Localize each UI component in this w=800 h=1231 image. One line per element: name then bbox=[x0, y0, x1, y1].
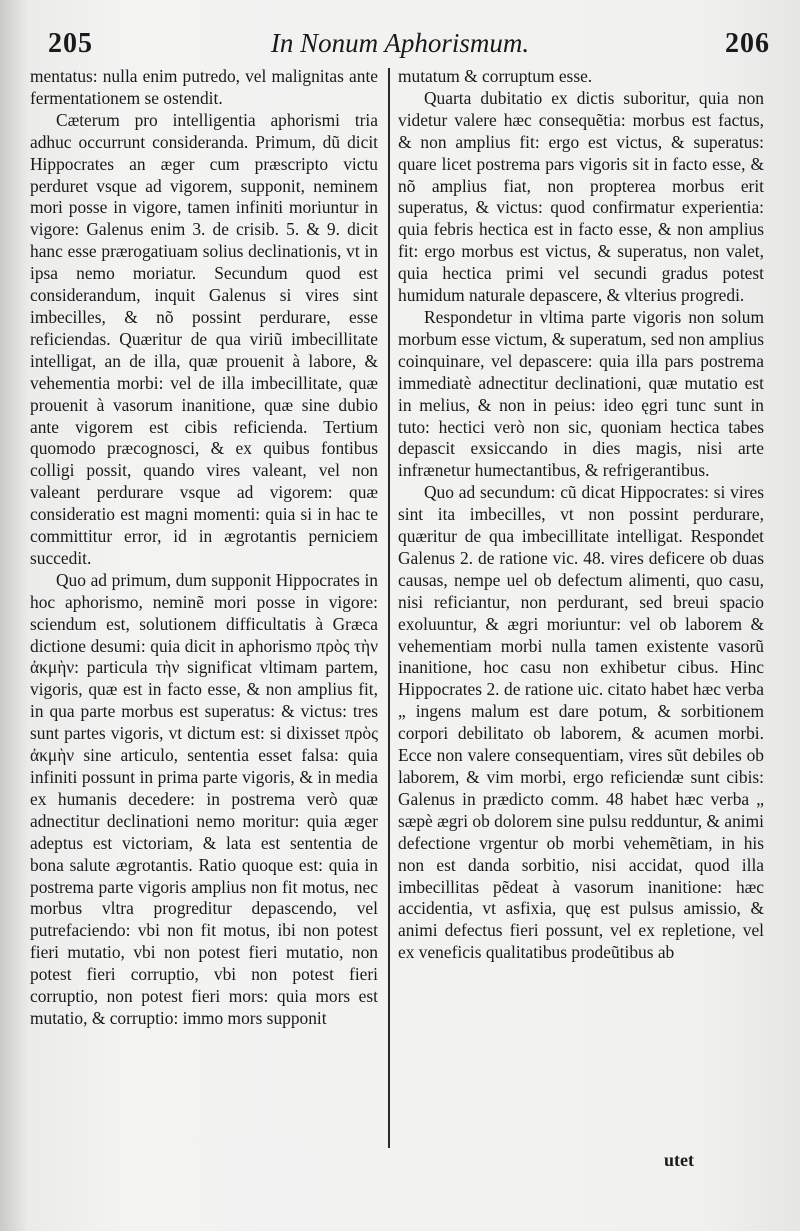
catchword: utet bbox=[664, 1150, 694, 1170]
paragraph: Quo ad primum, dum supponit Hippocrates in hoc aphorismo, neminẽ mori posse in vigore: sciendum est, solutionem difficultatis à Græca dictione desumi: quia dicit in aphorismo πρὸς τὴν ἀκμὴν: particula τὴν significat vltimam partem, vigoris, quæ est in facto esse, & non amplius fit, in qua parte morbus est superatus: & victus: tres sunt partes vigoris, vt dictum est: si dixisset πρὸς ἀκμὴν sine articulo, sententia esset falsa: quia infiniti possunt in prima parte vigoris, & in media ex humanis decedere: in postrema verò quæ adnectitur declinationi nemo moritur: quia æger adeptus est victoriam, & lata est sententia de bona salute ægrotantis. Ratio quoque est: quia in postrema parte vigoris amplius non fit motus, nec morbus vltra progreditur depascendo, vel putrefaciendo: vbi non fit motus, ibi non potest fieri mutatio, vbi non potest fieri mutatio, non potest fieri corruptio, vbi non potest fieri corruptio, non potest fieri mors: quia mors est mutatio, & corruptio: immo mors supponit bbox=[30, 569, 378, 1028]
paragraph: Respondetur in vltima parte vigoris non solum morbum esse victum, & superatum, sed non amplius coinquinare, vel depascere: quia illa pars postrema immediatè adnectitur declinationi, quæ mutatio est in melius, & non in peius: ideo ęgri tunc sunt in tuto: hectici verò non sic, quoniam hectica tabes depascit exsiccando in dies magis, nisi arte infrænetur humectantibus, & refrigerantibus. bbox=[398, 306, 764, 481]
paragraph: mentatus: nulla enim putredo, vel malignitas ante fermentationem se ostendit. bbox=[30, 66, 378, 108]
paragraph: Quarta dubitatio ex dictis suboritur, quia non videtur valere hæc consequẽtia: morbus est factus, & non amplius fit: ergo est victus, & superatus: quare licet postrema pars vigoris sit in facto esse, & nõ amplius fiat, non propterea morbus erit superatus, & victus: quod confirmatur experientia: quia febris hectica est in facto esse, & non amplius fit: ergo morbus est victus, & superatus, non valet, quia hectica primi vel secundi gradus potest humidum naturale depascere, & vlterius progredi. bbox=[398, 87, 764, 306]
column-divider bbox=[388, 68, 390, 1148]
page-header bbox=[0, 22, 800, 66]
running-title: In Nonum Aphorismum. bbox=[270, 28, 530, 58]
page-number-left: 205 bbox=[48, 28, 93, 59]
right-column bbox=[398, 66, 764, 964]
left-column bbox=[30, 66, 378, 1030]
page-number-right: 206 bbox=[725, 28, 770, 59]
paragraph: Cæterum pro intelligentia aphorismi tria adhuc occurrunt consideranda. Primum, dũ dicit Hippocrates an æger cum præscripto victu perduret vsque ad vigorem, supponit, neminem mori posse in vigore, tamen infiniti moriuntur in vigore: Galenus enim 3. de crisib. 5. & 9. dicit hanc esse prærogatiuam solius declinationis, vt in ipsa nemo moriatur. Secundum quod est considerandum, inquit Galenus si vires sint imbecilles, & nõ possint perdurare, esse reficiendas. Quæritur de qua viriũ imbecillitate intelligat, an de illa, quæ prouenit à labore, & vehementia morbi: vel de illa imbecillitate, quæ prouenit à vasorum inanitione, quæ sine dubio ante vigorem est cibis reficienda. Tertium quomodo præcognosci, & ex quibus fontibus colligi possit, quando vires valeant, vel non valeant perdurare vsque ad vigorem: quæ consideratio est magni momenti: quia si in hac te committitur error, id in ægrotantis perniciem succedit. bbox=[30, 109, 378, 568]
paragraph: mutatum & corruptum esse. bbox=[398, 66, 593, 86]
paragraph: Quo ad secundum: cũ dicat Hippocrates: si vires sint ita imbecilles, vt non possint perdurare, quæritur de qua imbecillitate intelligat. Respondet Galenus 2. de ratione vic. 48. vires deficere ob duas causas, nempe uel ob defectum alimenti, quo casu, nisi reficiantur, non perdurant, sed breui spacio exoluuntur, & ægri moriuntur: vel ob laborem & vehementiam morbi nulla tamen existente vasorũ inanitione, hoc casu non exhibetur cibus. Hinc Hippocrates 2. de ratione uic. citato habet hæc verba „ ingens malum est dare potum, & sorbitionem corpori debilitato ob laborem, & acumen morbi. Ecce non valere consequentiam, vires sũt debiles ob laborem, & vim morbi, ergo reficiendæ sunt cibis: Galenus in prædicto comm. 48 habet hæc verba „ sæpè ægri ob dolorem sine pulsu redduntur, & animi defectione vrgentur ob morbi vehemẽtiam, in his non est danda sorbitio, nisi accidat, quod illa imbecillitas pẽdeat à vasorum inanitione: hæc accidentia, vt asfixia, quę est pulsus amissio, & animi defectus fieri possunt, vel ex repletione, vel ex veneficis qualitatibus prodeũtibus ab bbox=[398, 482, 764, 963]
